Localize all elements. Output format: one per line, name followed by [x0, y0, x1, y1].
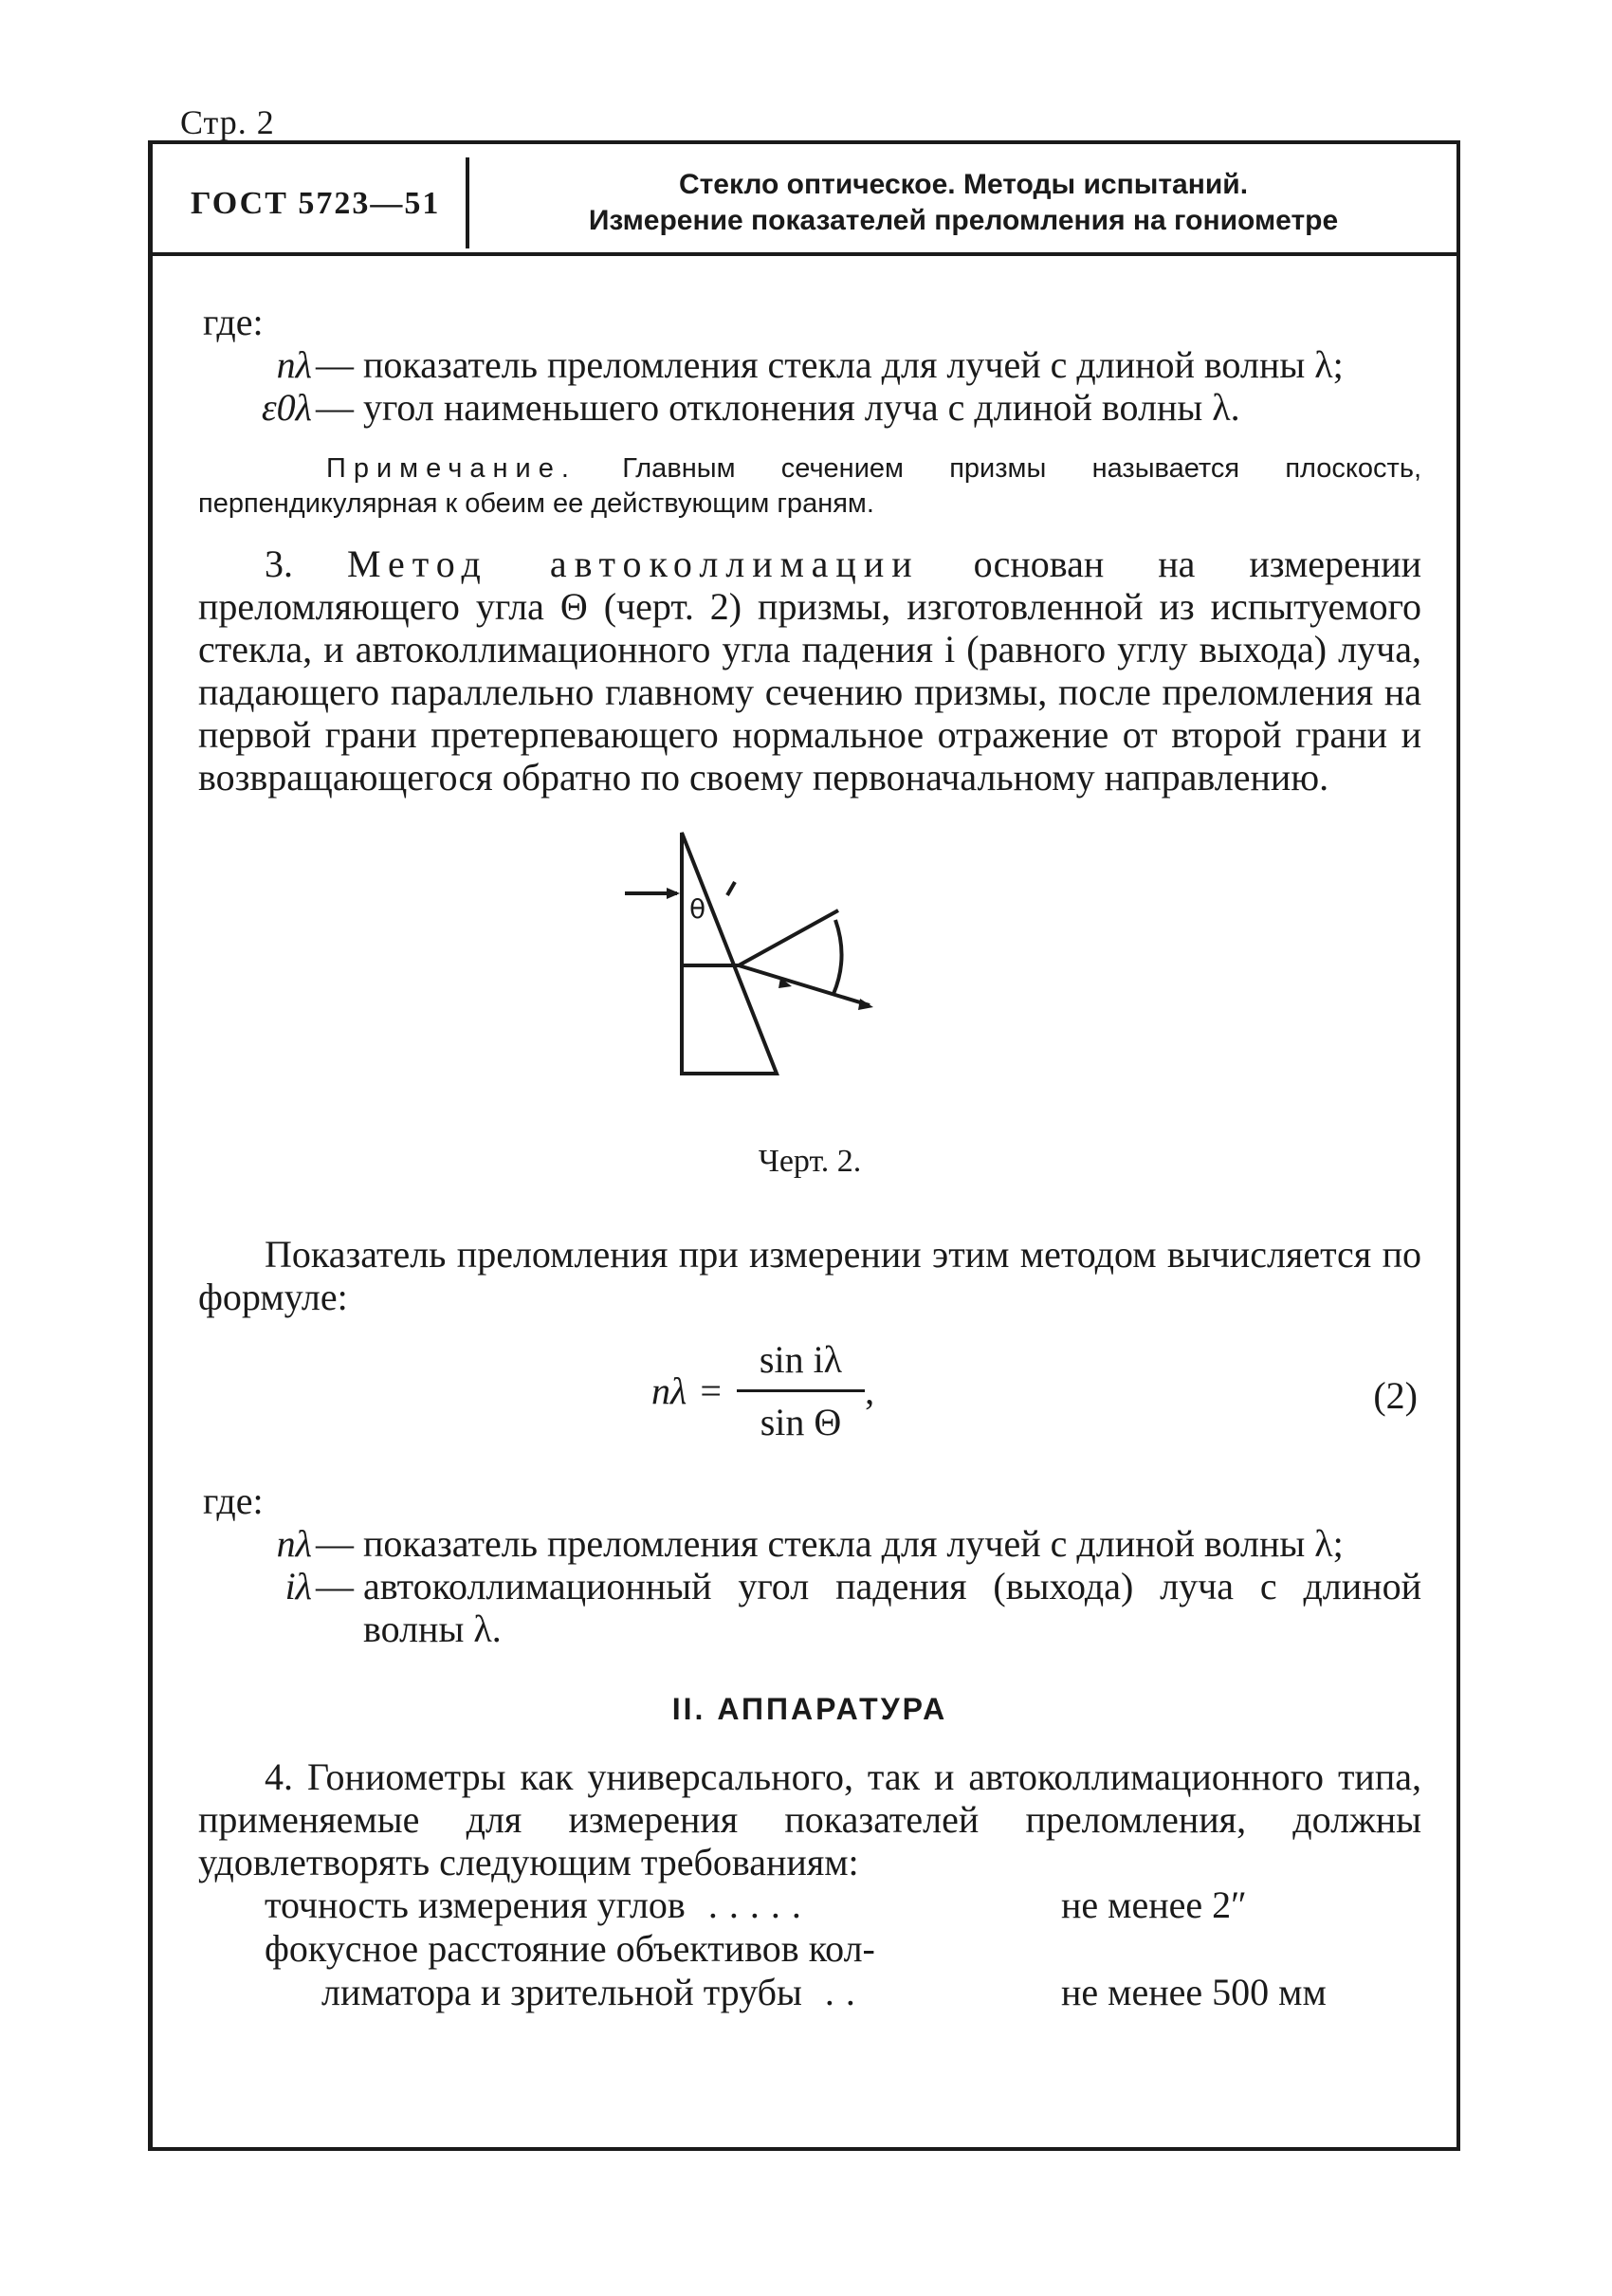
definition-epsilon — [198, 386, 1421, 429]
definition-symbol: ε0λ — [261, 386, 312, 429]
definition-n-lambda-1 — [198, 343, 1421, 386]
formula-equals: = — [700, 1369, 722, 1412]
definition-text: показатель преломления стекла для лучей с длиной волны λ; — [363, 1522, 1344, 1565]
formula-fraction — [737, 1337, 865, 1444]
header-title-line2: Измерение показателей преломления на гониометре — [588, 205, 1339, 236]
figure-caption: Черт. 2. — [758, 1144, 862, 1179]
figure-2 — [198, 825, 1421, 1138]
formula-number: (2) — [1373, 1374, 1418, 1417]
definition-i-lambda — [198, 1565, 1421, 1650]
definition-text: автоколлимационный угол падения (выхода) луча с длиной волны λ. — [363, 1565, 1421, 1650]
paragraph-4: 4. Гониометры как универсального, так и автоколлимационного типа, применяемые для измерения показателей преломления, должны удовлетворять следующим требованиям: — [198, 1755, 1421, 1883]
definition-dash: — — [316, 343, 354, 386]
requirement-value: не менее 2″ — [1061, 1883, 1247, 1926]
definition-symbol: nλ — [276, 343, 312, 386]
definition-dash: — — [316, 1565, 354, 1607]
header-divider — [466, 157, 469, 248]
reflected-ray — [739, 910, 838, 965]
requirement-dots: ..... — [707, 1883, 813, 1926]
prism-diagram — [625, 825, 966, 1081]
formula-numerator: sin iλ — [737, 1337, 865, 1392]
header-title — [480, 167, 1447, 239]
incident-arrowhead — [667, 888, 680, 899]
definition-symbol: nλ — [276, 1522, 312, 1565]
theta-label: θ — [689, 893, 706, 925]
formula-2 — [198, 1337, 1421, 1479]
requirement-angle-accuracy — [198, 1883, 1421, 1927]
paragraph-3-text: основан на измерении преломляющего угла Θ (черт. 2) призмы, изготовленной из испытуемого стекла, и автоколлимационного угла падения i (равного углу выхода) луча, падающего параллельно главному сечению призмы, после преломления на первой грани претерпевающего нормальное отражение от второй грани и возвращающегося обратно по своему первоначальному направлению. — [198, 542, 1422, 799]
note — [198, 451, 1421, 522]
definition-text: показатель преломления стекла для лучей с длиной волны λ; — [363, 343, 1344, 386]
main-content — [198, 301, 1421, 2014]
note-label: Примечание. — [326, 453, 577, 484]
formula-expression — [651, 1337, 874, 1444]
refracted-ray — [739, 965, 870, 1005]
header-title-line1: Стекло оптическое. Методы испытаний. — [678, 169, 1249, 200]
page-frame — [148, 140, 1460, 2151]
requirement-dots: .. — [824, 1971, 867, 2013]
requirement-label: фокусное расстояние объективов кол- — [265, 1927, 875, 1970]
paragraph-3-number: 3. — [265, 542, 293, 585]
page-number: Стр. 2 — [180, 103, 275, 141]
where-label-1: где: — [203, 301, 264, 343]
normal-marker — [727, 882, 735, 895]
paragraph-3-title: Метод автоколлимации — [346, 542, 920, 585]
formula-intro: Показатель преломления при измерении этим методом вычисляется по формуле: — [198, 1233, 1421, 1318]
formula-lhs: nλ — [651, 1369, 687, 1412]
where-label-2: где: — [203, 1479, 264, 1522]
refracted-arrowhead — [858, 999, 873, 1010]
definition-dash: — — [316, 386, 354, 429]
definition-text: угол наименьшего отклонения луча с длиной волны λ. — [363, 386, 1240, 429]
definition-n-lambda-2 — [198, 1522, 1421, 1565]
definition-symbol: iλ — [284, 1565, 312, 1607]
definition-dash: — — [316, 1522, 354, 1565]
section-title: II. АППАРАТУРА — [671, 1692, 948, 1726]
requirement-label: точность измерения углов — [265, 1883, 686, 1926]
formula-comma: , — [865, 1369, 875, 1412]
requirement-label: лиматора и зрительной трубы — [321, 1971, 802, 2013]
requirement-focal-length-line2 — [198, 1971, 1421, 2014]
formula-denominator: sin Θ — [760, 1401, 842, 1443]
paragraph-3 — [198, 542, 1421, 799]
document-header — [153, 144, 1456, 256]
note-text: Главным сечением призмы называется плоскость, перпендикулярная к обеим ее действующим граням. — [198, 453, 1421, 519]
angle-arc — [833, 920, 842, 994]
requirement-focal-length-line1 — [198, 1927, 1421, 1971]
requirement-value: не менее 500 мм — [1061, 1971, 1327, 2013]
standard-code: ГОСТ 5723—51 — [191, 186, 441, 221]
